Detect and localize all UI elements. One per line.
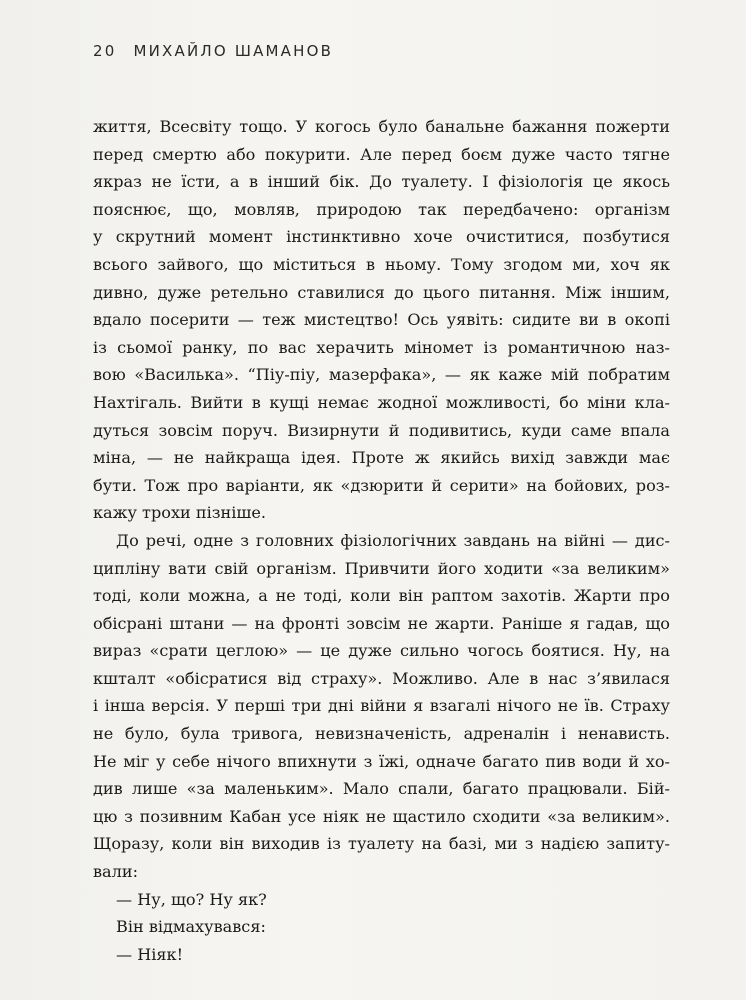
- dialogue-line: — Ніяк!: [116, 944, 184, 964]
- text-line: перед смертю або покурити. Але перед боєм дуже часто тягне: [93, 144, 670, 164]
- text-line: бути. Тож про варіанти, як «дзюрити й серити» на бойових, роз-: [93, 475, 670, 495]
- text-line: вали:: [93, 862, 139, 882]
- text-line: всього зайвого, що міститься в ньому. Тому згодом ми, хоч як: [93, 254, 670, 274]
- text-line: ципліну вати свій організм. Привчити його ходити «за великим»: [93, 558, 670, 578]
- text-line: Щоразу, коли він виходив із туалету на базі, ми з надією запиту-: [93, 834, 670, 854]
- text-line: із сьомої ранку, по вас херачить міномет із романтичною наз-: [93, 337, 670, 357]
- text-line: якраз не їсти, а в інший бік. До туалету. І фізіологія це якось: [93, 172, 670, 192]
- text-line: Нахтігаль. Вийти в кущі немає жодної можливості, бо міни кла-: [93, 392, 670, 412]
- page-number: 20: [93, 42, 117, 60]
- text-line: дуться зовсім поруч. Визирнути й подивитись, куди саме впала: [93, 420, 670, 440]
- text-line: Не міг у себе нічого впихнути з їжі, одначе багато пив води й хо-: [93, 751, 670, 771]
- text-line: тоді, коли можна, а не тоді, коли він раптом захотів. Жарти про: [93, 586, 670, 606]
- running-header: [93, 42, 333, 60]
- text-line: вираз «срати цеглою» — це дуже сильно чогось боятися. Ну, на: [93, 641, 670, 661]
- dialogue-line: — Ну, що? Ну як?: [116, 889, 267, 909]
- text-line: кажу трохи пізніше.: [93, 503, 266, 523]
- text-line: вдало посерити — теж мистецтво! Ось уявіть: сидите ви в окопі: [93, 310, 670, 330]
- text-line: не було, була тривога, невизначеність, адреналін і ненависть.: [93, 724, 670, 744]
- text-line: у скрутний момент інстинктивно хоче очиститися, позбутися: [93, 227, 670, 247]
- text-line: дивно, дуже ретельно ставилися до цього питання. Між іншим,: [93, 282, 670, 302]
- text-line: див лише «за маленьким». Мало спали, багато працювали. Бій-: [93, 779, 670, 799]
- text-line: міна, — не найкраща ідея. Проте ж якийсь вихід завжди має: [93, 448, 670, 468]
- text-line: До речі, одне з головних фізіологічних завдань на війні — дис-: [116, 530, 670, 550]
- text-line: цю з позивним Кабан усе ніяк не щастило сходити «за великим».: [93, 806, 670, 826]
- text-line: пояснює, що, мовляв, природою так передбачено: організм: [93, 199, 670, 219]
- text-line: вою «Василька». “Піу-піу, мазерфака», — як каже мій побратим: [93, 365, 670, 385]
- text-line: життя, Всесвіту тощо. У когось було банальне бажання пожерти: [93, 117, 670, 136]
- page-body-text: [93, 113, 670, 968]
- text-line: обісрані штани — на фронті зовсім не жарти. Раніше я гадав, що: [93, 613, 670, 633]
- author-name: МИХАЙЛО ШАМАНОВ: [133, 42, 334, 60]
- text-line: кшталт «обісратися від страху». Можливо. Але в нас з’явилася: [93, 668, 670, 688]
- text-line: і інша версія. У перші три дні війни я взагалі нічого не їв. Страху: [93, 696, 670, 716]
- text-line: Він відмахувався:: [116, 917, 266, 937]
